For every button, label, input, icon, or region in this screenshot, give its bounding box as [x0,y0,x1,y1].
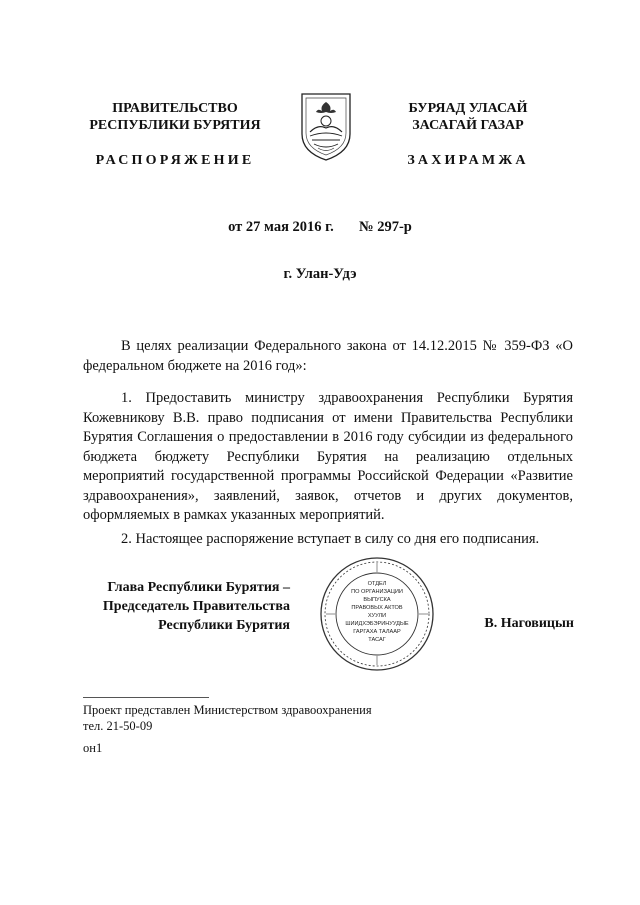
preamble-paragraph: В целях реализации Федерального закона от 14.12.2015 № 359-ФЗ «О федеральном бюджете на 2016 год»: [83,338,573,374]
stamp-center-text [338,580,416,644]
doc-type-left: РАСПОРЯЖЕНИЕ [95,153,255,168]
document-number: № 297-р [359,219,412,235]
date-number-line [0,219,640,236]
signatory-title-line1: Глава Республики Бурятия – [107,580,290,595]
footer-code: он1 [83,741,103,755]
stamp-line-1: ОТДЕЛ [367,581,387,587]
stamp-line-7: ГАРГАХА ТАЛААР [353,629,401,635]
item-2-paragraph: 2. Настоящее распоряжение вступает в силу со дня его подписания. [121,531,540,547]
item-1-paragraph: 1. Предоставить министру здравоохранения Республики Бурятия Кожевникову В.В. право подписания от имени Правительства Республики Бурятия Соглашения о предоставлении в 2016 году субсидии из федерального бюджета бюджету Республики Бурятия на реализацию отдельных мероприятий государственной программы Российской Федерации «Развитие здравоохранения», заявлений, заявок, отчетов и других документов, оформляемых в рамках указанных мероприятий. [83,390,573,523]
header-left-line1: ПРАВИТЕЛЬСТВО [112,101,238,116]
signatory-title-line2: Председатель Правительства [102,599,290,614]
city-line: г. Улан-Удэ [283,266,357,282]
stamp-line-6: ШИИДХЭБЭРИНУУДЫЕ [345,621,409,627]
header-right [378,100,558,134]
doc-type-right: ЗАХИРАМЖА [407,153,529,168]
stamp-line-3: ВЫПУСКА [363,597,391,603]
coat-of-arms-icon [296,90,356,162]
footer-note [83,702,483,734]
stamp-line-4: ПРАВОВЫХ АКТОВ [351,605,403,611]
header-right-line1: БУРЯАД УЛАСАЙ [408,101,528,116]
footer-line2: тел. 21-50-09 [83,719,153,733]
stamp-line-2: ПО ОРГАНИЗАЦИИ [351,589,403,595]
signatory-title-line3: Республики Бурятия [158,618,290,633]
footer-line1: Проект представлен Министерством здравоохранения [83,703,372,717]
stamp-line-8: ТАСАГ [368,637,386,643]
document-date: от 27 мая 2016 г. [228,219,334,235]
header-left [80,100,270,134]
official-stamp [318,555,436,673]
header-right-line2: ЗАСАГАЙ ГАЗАР [412,118,524,133]
header-left-line2: РЕСПУБЛИКИ БУРЯТИЯ [89,118,261,133]
stamp-line-5: ХУУЛИ [367,613,387,619]
footer-divider [83,697,209,698]
signatory-name: В. Наговицын [484,616,574,631]
signatory-title [40,578,290,635]
